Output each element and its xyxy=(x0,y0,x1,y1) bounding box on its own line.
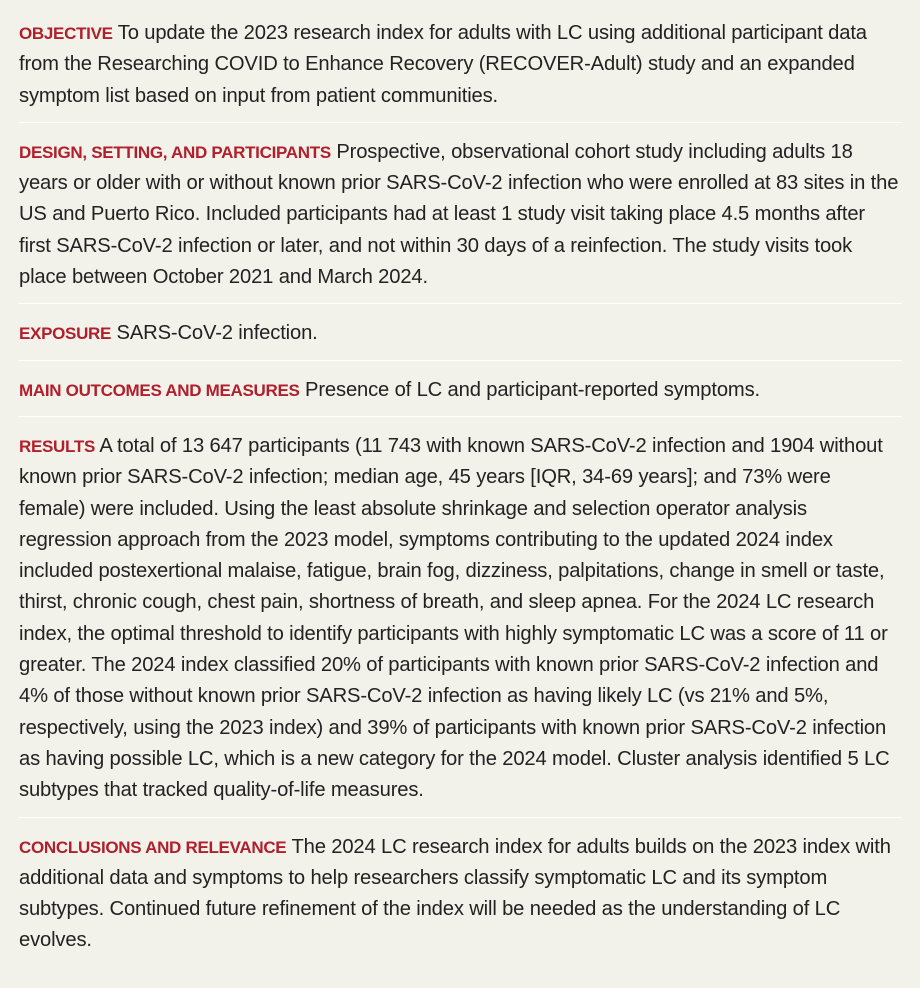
outcomes-paragraph xyxy=(19,375,902,406)
conclusions-section xyxy=(19,828,902,967)
exposure-paragraph xyxy=(19,318,902,349)
design-text: Prospective, observational cohort study including adults 18 years or older with or without known prior SARS-CoV-2 infection who were enrolled at 83 sites in the US and Puerto Rico. Included participants had at least 1 study visit taking place 4.5 months after first SARS-CoV-2 infection or later, and not within 30 days of a reinfection. The study visits took place between October 2021 and March 2024. xyxy=(19,140,899,289)
outcomes-text: Presence of LC and participant-reported symptoms. xyxy=(305,378,760,401)
results-section xyxy=(19,427,902,818)
conclusions-heading: CONCLUSIONS AND RELEVANCE xyxy=(19,837,287,857)
design-heading: DESIGN, SETTING, AND PARTICIPANTS xyxy=(19,142,331,162)
exposure-text: SARS-CoV-2 infection. xyxy=(116,322,318,345)
results-heading: RESULTS xyxy=(19,436,95,456)
exposure-heading: EXPOSURE xyxy=(19,324,112,344)
objective-paragraph xyxy=(19,18,902,112)
objective-section xyxy=(19,14,902,123)
conclusions-text: The 2024 LC research index for adults builds on the 2023 index with additional data and symptoms to help researchers classify symptomatic LC and its symptom subtypes. Continued future refinement of the index will be needed as the understanding of LC evolves. xyxy=(19,835,891,952)
exposure-section xyxy=(19,314,902,360)
results-text: A total of 13 647 participants (11 743 with known SARS-CoV-2 infection and 1904 without known prior SARS-CoV-2 infection; median age, 45 years [IQR, 34-69 years]; and 73% were female) were included. Using the least absolute shrinkage and selection operator analysis regression approach from the 2023 model, symptoms contributing to the updated 2024 index included postexertional malaise, fatigue, brain fog, dizziness, palpitations, change in smell or taste, thirst, chronic cough, chest pain, shortness of breath, and sleep apnea. For the 2024 LC research index, the optimal threshold to identify participants with highly symptomatic LC was a score of 11 or greater. The 2024 index classified 20% of participants with known prior SARS-CoV-2 infection and 4% of those without known prior SARS-CoV-2 infection as having likely LC (vs 21% and 5%, respectively, using the 2023 index) and 39% of participants with known prior SARS-CoV-2 infection as having possible LC, which is a new category for the 2024 model. Cluster analysis identified 5 LC subtypes that tracked quality-of-life measures. xyxy=(19,434,890,802)
outcomes-section xyxy=(19,371,902,417)
design-paragraph xyxy=(19,137,902,293)
conclusions-paragraph xyxy=(19,832,902,957)
results-paragraph xyxy=(19,431,902,807)
outcomes-heading: MAIN OUTCOMES AND MEASURES xyxy=(19,380,300,400)
objective-heading: OBJECTIVE xyxy=(19,24,113,43)
objective-text: To update the 2023 research index for adults with LC using additional participant data from the Researching COVID to Enhance Recovery (RECOVER-Adult) study and an expanded symptom list based on input from patient communities. xyxy=(19,22,867,107)
design-section xyxy=(19,133,902,304)
